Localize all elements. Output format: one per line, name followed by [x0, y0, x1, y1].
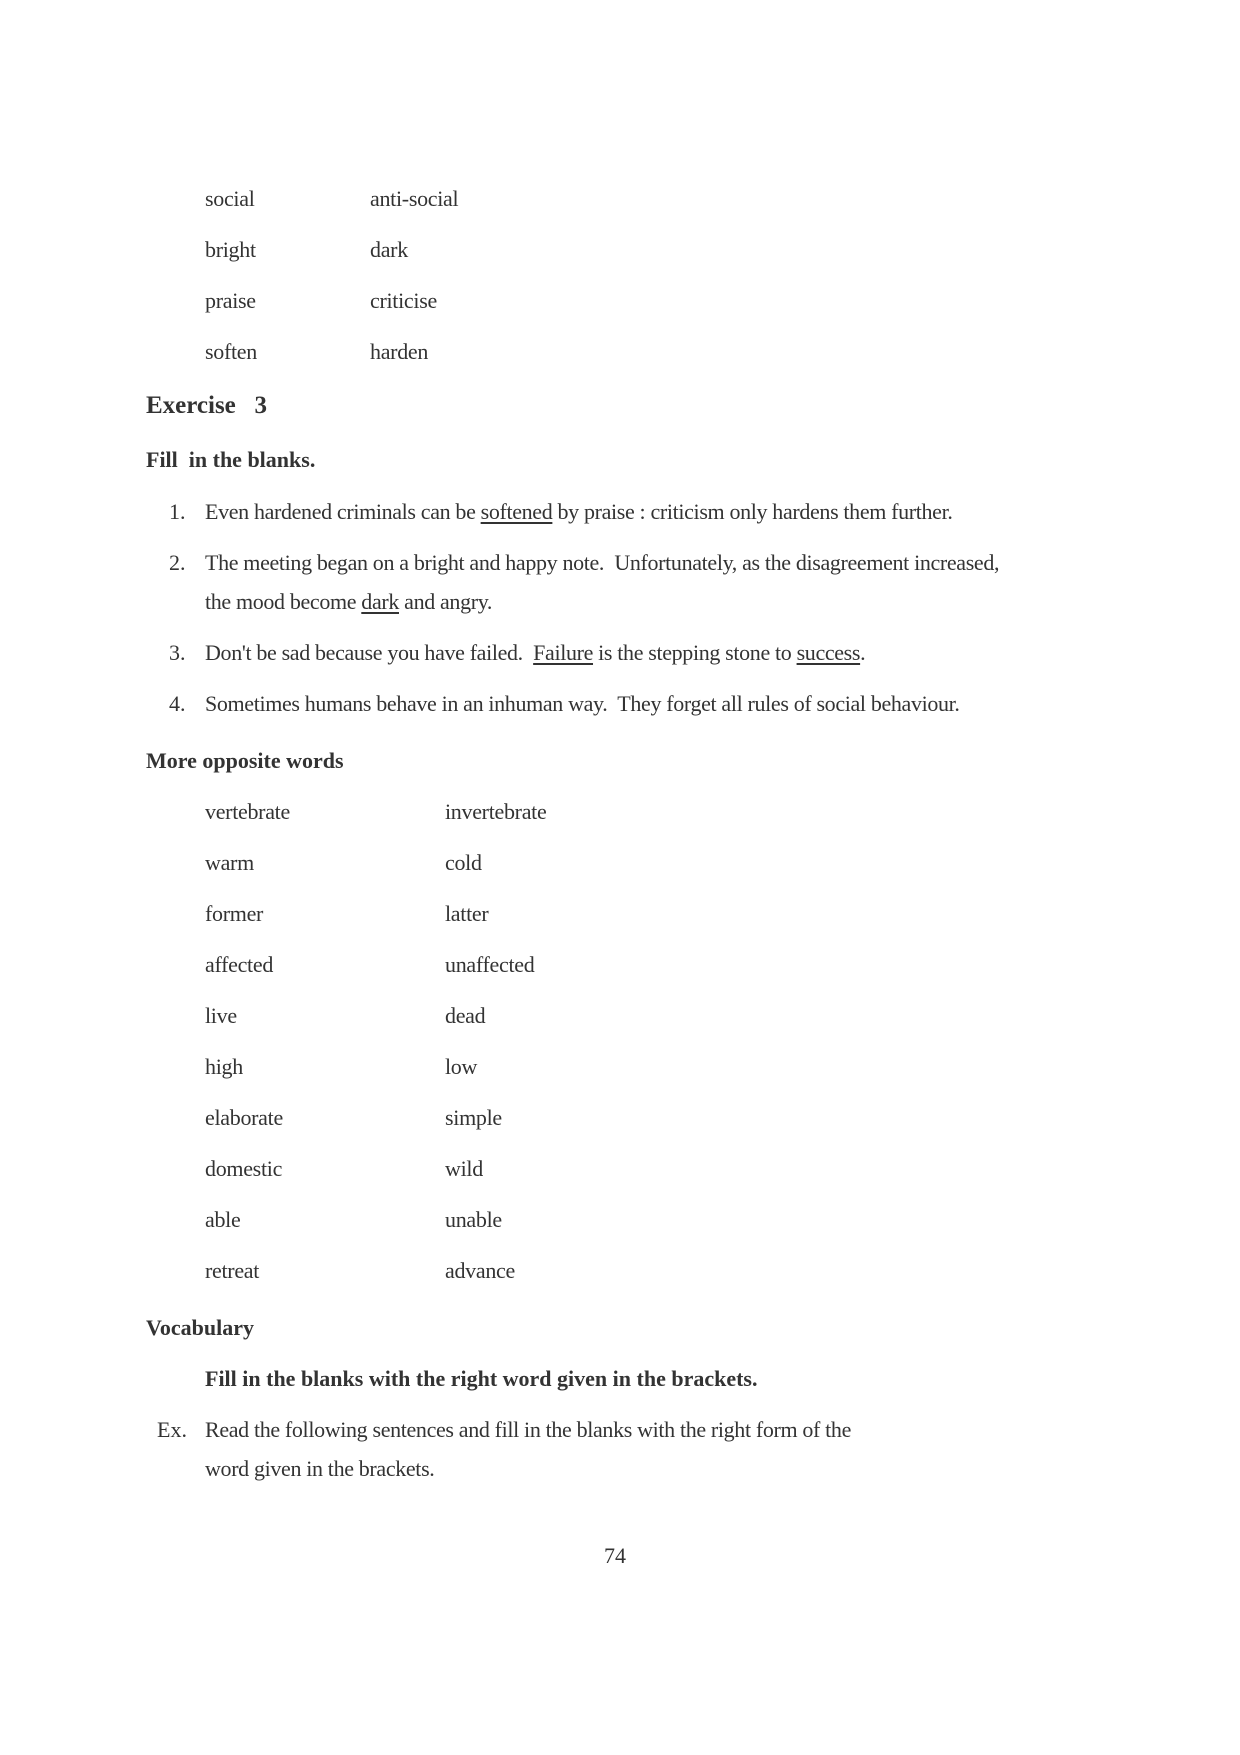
vocabulary-title: Vocabulary [146, 1315, 254, 1340]
word-bright: bright [205, 237, 256, 262]
exercise-title: Exercise 3 [146, 392, 268, 419]
word-warm: warm [205, 850, 254, 875]
item-text: Don't be sad because you have failed. [205, 640, 534, 665]
word-praise: praise [205, 288, 256, 313]
exercise-item-3 [205, 640, 865, 666]
item-text: and angry. [399, 589, 493, 614]
page-number: 74 [604, 1543, 626, 1568]
ex-label: Ex. [157, 1417, 187, 1442]
ex-text-line-1: Read the following sentences and fill in the blanks with the right form of the [205, 1417, 851, 1442]
item-text: . [860, 640, 866, 665]
item-number: 3. [169, 640, 186, 665]
exercise-item-1 [205, 499, 953, 525]
exercise-instruction: Fill in the blanks. [146, 447, 316, 472]
word-vertebrate: vertebrate [205, 799, 290, 824]
word-soften: soften [205, 339, 257, 364]
opposite-invertebrate: invertebrate [445, 799, 547, 824]
item-number: 4. [169, 691, 186, 716]
word-former: former [205, 901, 264, 926]
opposite-unable: unable [445, 1207, 502, 1232]
word-retreat: retreat [205, 1258, 260, 1283]
opposite-dead: dead [445, 1003, 486, 1028]
exercise-item-2-line-1: The meeting began on a bright and happy note. Unfortunately, as the disagreement increased, [205, 550, 1000, 575]
word-able: able [205, 1207, 241, 1232]
ex-text-line-2: word given in the brackets. [205, 1456, 435, 1481]
answer-blank: softened [480, 499, 553, 524]
vocabulary-instruction: Fill in the blanks with the right word given in the brackets. [205, 1366, 758, 1391]
answer-blank: Failure [533, 640, 594, 665]
item-number: 1. [169, 499, 186, 524]
word-live: live [205, 1003, 237, 1028]
word-domestic: domestic [205, 1156, 283, 1181]
opposite-latter: latter [445, 901, 489, 926]
opposite-simple: simple [445, 1105, 502, 1130]
opposite-harden: harden [370, 339, 429, 364]
answer-blank: success [796, 640, 861, 665]
opposite-advance: advance [445, 1258, 515, 1283]
item-text: Even hardened criminals can be [205, 499, 481, 524]
word-elaborate: elaborate [205, 1105, 283, 1130]
answer-blank: dark [361, 589, 399, 614]
item-number: 2. [169, 550, 186, 575]
word-affected: affected [205, 952, 274, 977]
opposite-wild: wild [445, 1156, 483, 1181]
opposite-unaffected: unaffected [445, 952, 535, 977]
opposite-anti-social: anti-social [370, 186, 459, 211]
word-high: high [205, 1054, 243, 1079]
opposite-low: low [445, 1054, 478, 1079]
item-text: by praise : criticism only hardens them further. [552, 499, 953, 524]
opposite-cold: cold [445, 850, 482, 875]
item-text: the mood become [205, 589, 362, 614]
word-social: social [205, 186, 255, 211]
item-text: is the stepping stone to [593, 640, 797, 665]
more-opposites-title: More opposite words [146, 748, 344, 773]
exercise-item-2-line-2 [205, 589, 492, 615]
exercise-item-4: Sometimes humans behave in an inhuman way. They forget all rules of social behaviour. [205, 691, 960, 716]
opposite-dark: dark [370, 237, 408, 262]
opposite-criticise: criticise [370, 288, 437, 313]
